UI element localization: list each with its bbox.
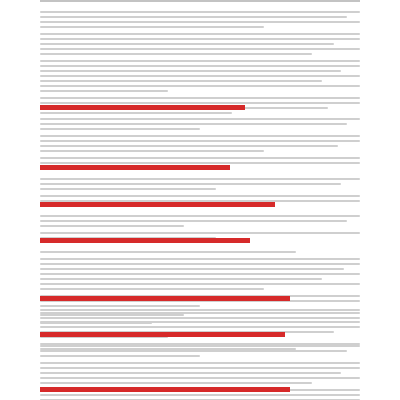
section-heading [40,103,245,112]
section-heading [40,330,285,339]
section-body [40,115,360,169]
section-heading [40,294,290,303]
section-heading [40,200,275,209]
section-body [40,396,360,400]
section-body [40,212,360,239]
section-heading [40,163,230,172]
intro-block [40,8,360,114]
document-title [40,0,360,4]
section-heading [40,236,250,245]
section-heading [40,385,290,394]
